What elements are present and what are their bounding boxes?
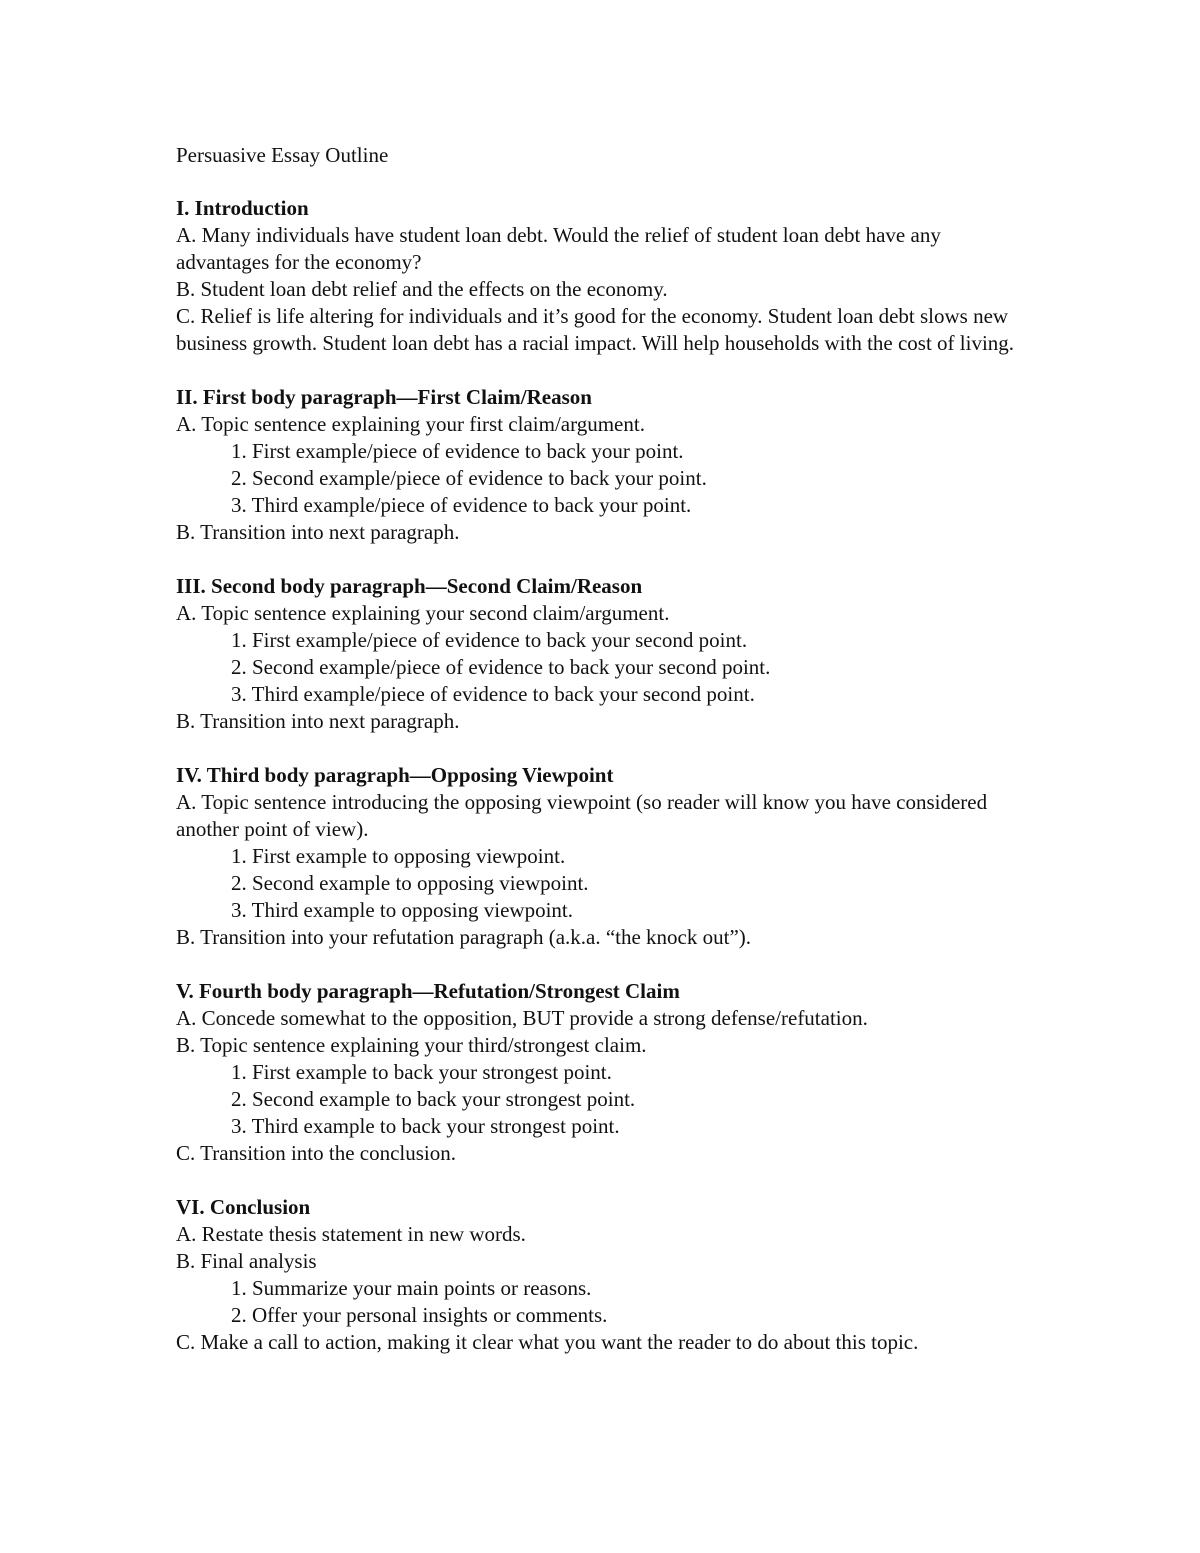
outline-subitem: 1. First example/piece of evidence to back your point.: [231, 439, 684, 463]
outline-item: B. Transition into your refutation paragraph (a.k.a. “the knock out”).: [176, 925, 752, 949]
outline-subitem: 2. Second example to back your strongest point.: [231, 1087, 636, 1111]
outline-item: B. Transition into next paragraph.: [176, 709, 460, 733]
section-heading: IV. Third body paragraph—Opposing Viewpoint: [176, 763, 614, 787]
outline-subitem: 3. Third example to back your strongest point.: [231, 1114, 620, 1138]
outline-subitem: 1. First example to opposing viewpoint.: [231, 844, 566, 868]
outline-subitem: 3. Third example/piece of evidence to back your point.: [231, 493, 692, 517]
outline-item: C. Make a call to action, making it clear what you want the reader to do about this topic.: [176, 1330, 919, 1354]
outline-item: A. Restate thesis statement in new words.: [176, 1222, 526, 1246]
outline-subitem: 2. Second example/piece of evidence to back your second point.: [231, 655, 771, 679]
outline-item: B. Student loan debt relief and the effects on the economy.: [176, 277, 668, 301]
section-heading: I. Introduction: [176, 196, 309, 220]
outline-subitem: 1. First example to back your strongest point.: [231, 1060, 612, 1084]
document-page: [176, 142, 1036, 1383]
section-third-body: [176, 762, 1036, 951]
outline-item: A. Topic sentence explaining your first claim/argument.: [176, 412, 645, 436]
section-heading: V. Fourth body paragraph—Refutation/Strongest Claim: [176, 979, 680, 1003]
outline-item: B. Final analysis: [176, 1249, 317, 1273]
outline-item: A. Concede somewhat to the opposition, BUT provide a strong defense/refutation.: [176, 1006, 868, 1030]
outline-subitem: 2. Second example to opposing viewpoint.: [231, 871, 589, 895]
outline-item: A. Many individuals have student loan debt. Would the relief of student loan debt have any advantages for the economy?: [176, 223, 941, 274]
section-first-body: [176, 384, 1036, 546]
outline-subitem: 1. Summarize your main points or reasons.: [231, 1276, 592, 1300]
outline-item: A. Topic sentence explaining your second claim/argument.: [176, 601, 670, 625]
section-conclusion: [176, 1194, 1036, 1356]
outline-subitem: 2. Second example/piece of evidence to back your point.: [231, 466, 707, 490]
section-heading: VI. Conclusion: [176, 1195, 311, 1219]
outline-subitem: 3. Third example to opposing viewpoint.: [231, 898, 573, 922]
outline-subitem: 2. Offer your personal insights or comments.: [231, 1303, 608, 1327]
outline-item: C. Relief is life altering for individuals and it’s good for the economy. Student loan debt slows new business growth. Student loan debt has a racial impact. Will help households with the cost of living.: [176, 304, 1015, 355]
section-introduction: [176, 195, 1036, 357]
outline-item: C. Transition into the conclusion.: [176, 1141, 457, 1165]
outline-item: B. Transition into next paragraph.: [176, 520, 460, 544]
outline-item: B. Topic sentence explaining your third/strongest claim.: [176, 1033, 647, 1057]
outline-subitem: 1. First example/piece of evidence to back your second point.: [231, 628, 748, 652]
section-heading: II. First body paragraph—First Claim/Reason: [176, 385, 592, 409]
outline-subitem: 3. Third example/piece of evidence to back your second point.: [231, 682, 755, 706]
section-second-body: [176, 573, 1036, 735]
section-fourth-body: [176, 978, 1036, 1167]
outline-item: A. Topic sentence introducing the opposing viewpoint (so reader will know you have considered another point of view).: [176, 790, 988, 841]
section-heading: III. Second body paragraph—Second Claim/Reason: [176, 574, 643, 598]
document-title: Persuasive Essay Outline: [176, 143, 389, 167]
